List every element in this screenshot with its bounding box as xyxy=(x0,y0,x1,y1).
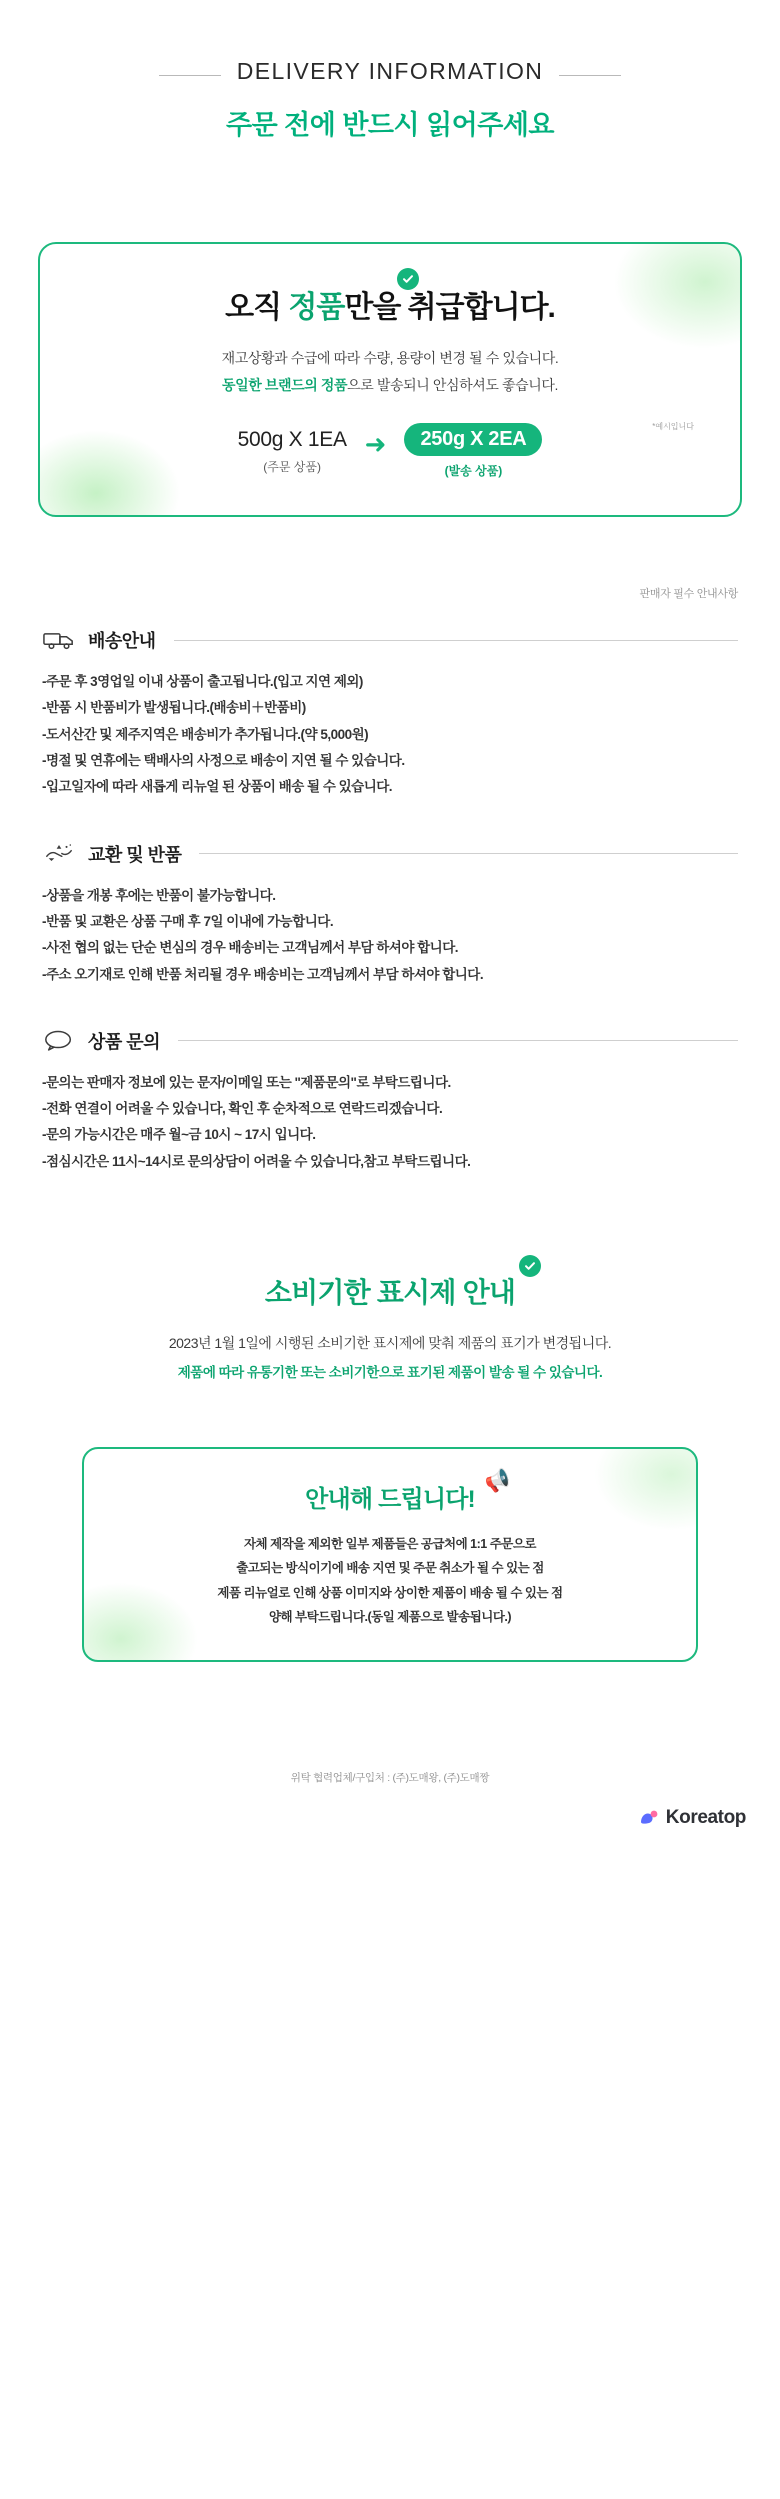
genuine-description-2-strong: 동일한 브랜드의 정품 xyxy=(222,377,348,393)
section-exchange-title: 교환 및 반품 xyxy=(88,844,182,865)
header-eyebrow: DELIVERY INFORMATION xyxy=(221,58,560,91)
shelf-life-description-2: 제품에 따라 유통기한 또는 소비기한으로 표기된 제품이 발송 될 수 있습니다. xyxy=(177,1365,603,1381)
announcement-line: 자체 제작을 제외한 일부 제품들은 공급처에 1:1 주문으로 xyxy=(243,1537,537,1552)
section-exchange-list xyxy=(42,883,738,988)
brand-name: Koreatop xyxy=(665,1806,746,1828)
list-item: -사전 협의 없는 단순 변심의 경우 배송비는 고객님께서 부담 하셔야 합니다. xyxy=(42,940,458,956)
seller-required-notice: 판매자 필수 안내사항 xyxy=(639,588,738,600)
arrow-right-icon: ➜ xyxy=(364,429,387,459)
list-item: -반품 시 반품비가 발생됩니다.(배송비＋반품비) xyxy=(42,700,306,716)
section-delivery-list xyxy=(42,669,738,801)
list-item: -주문 후 3영업일 이내 상품이 출고됩니다.(입고 지연 제외) xyxy=(42,674,363,689)
shipped-product-label: (발송 상품) xyxy=(444,464,503,478)
genuine-product-card xyxy=(38,242,742,517)
genuine-description-1: 재고상황과 수급에 따라 수량, 용량이 변경 될 수 있습니다. xyxy=(221,350,559,366)
list-item: -전화 연결이 어려울 수 있습니다, 확인 후 순차적으로 연락드리겠습니다. xyxy=(42,1101,443,1117)
check-icon xyxy=(519,1255,541,1277)
check-icon xyxy=(397,268,419,290)
genuine-description-2 xyxy=(60,375,720,395)
brand-logo xyxy=(0,1807,746,1855)
list-item: -입고일자에 따라 새롭게 리뉴얼 된 상품이 배송 될 수 있습니다. xyxy=(42,779,393,795)
shelf-life-title-text: 소비기한 표시제 안내 xyxy=(264,1277,516,1309)
section-inquiry-header xyxy=(42,1028,738,1054)
shipped-product-amount: 250g X 2EA xyxy=(404,423,542,456)
announcement-line: 출고되는 방식이기에 배송 지연 및 주문 취소가 될 수 있는 점 xyxy=(236,1561,544,1576)
list-item: -주소 오기재로 인해 반품 처리될 경우 배송비는 고객님께서 부담 하셔야 합니다. xyxy=(42,966,484,982)
page-title: 주문 전에 반드시 읽어주세요 xyxy=(226,110,554,140)
exchange-hands-icon xyxy=(42,841,76,867)
section-inquiry-list xyxy=(42,1070,738,1175)
example-note: *예시입니다 xyxy=(652,422,694,431)
ordered-product-label: (주문 상품) xyxy=(263,459,321,474)
announcement-title xyxy=(305,1467,512,1514)
chat-bubble-icon xyxy=(42,1028,76,1054)
list-item: -상품을 개봉 후에는 반품이 불가능합니다. xyxy=(42,887,276,903)
ordered-product-amount: 500g X 1EA xyxy=(237,427,347,451)
announcement-line: 양해 부탁드립니다.(동일 제품으로 발송됩니다.) xyxy=(268,1610,512,1625)
list-item: -반품 및 교환은 상품 구매 후 7일 이내에 가능합니다. xyxy=(42,913,334,929)
announcement-line: 제품 리뉴얼로 인해 상품 이미지와 상이한 제품이 배송 될 수 있는 점 xyxy=(217,1585,563,1600)
ordered-product-block xyxy=(238,428,347,475)
list-item: -명절 및 연휴에는 택배사의 사정으로 배송이 지연 될 수 있습니다. xyxy=(42,752,405,768)
list-item: -문의는 판매자 정보에 있는 문자/이메일 또는 "제품문의"로 부탁드립니다. xyxy=(42,1074,451,1090)
section-divider xyxy=(174,640,738,641)
genuine-title-pre: 오직 xyxy=(225,291,289,324)
shelf-life-section xyxy=(0,1271,780,1381)
footer-supplier-note: 위탁 협력업체/구입처 : (주)도매왕, (주)도매짱 xyxy=(290,1771,490,1784)
section-divider xyxy=(199,853,738,854)
truck-icon xyxy=(42,627,76,653)
section-delivery xyxy=(42,627,738,801)
section-delivery-title: 배송안내 xyxy=(88,631,156,651)
genuine-title-highlight: 정품 xyxy=(288,291,345,324)
list-item: -점심시간은 11시~14시로 문의상담이 어려울 수 있습니다,참고 부탁드립니다. xyxy=(42,1153,471,1169)
shipped-product-block xyxy=(404,423,542,479)
section-product-inquiry xyxy=(42,1028,738,1175)
section-delivery-header xyxy=(42,627,738,653)
shelf-life-title xyxy=(265,1271,515,1311)
announcement-title-text: 안내해 드립니다! xyxy=(305,1486,475,1514)
list-item: -문의 가능시간은 매주 월~금 10시 ~ 17시 입니다. xyxy=(42,1127,316,1143)
genuine-description-2-rest: 으로 발송되니 안심하셔도 좋습니다. xyxy=(347,377,558,393)
list-item: -도서산간 및 제주지역은 배송비가 추가됩니다.(약 5,000원) xyxy=(42,726,369,742)
announcement-card xyxy=(82,1447,698,1662)
section-inquiry-title: 상품 문의 xyxy=(88,1031,161,1052)
koreatop-logo-icon xyxy=(638,1808,660,1828)
megaphone-icon: 📢 xyxy=(482,1467,512,1497)
page-header xyxy=(0,0,780,142)
shelf-life-description-1: 2023년 1월 1일에 시행된 소비기한 표시제에 맞춰 제품의 표기가 변경됩니다. xyxy=(168,1335,612,1352)
section-exchange-header xyxy=(42,841,738,867)
section-divider xyxy=(178,1040,738,1041)
quantity-swap-row xyxy=(60,423,720,479)
section-exchange-return xyxy=(42,841,738,988)
genuine-card-title xyxy=(225,282,555,326)
announcement-lines xyxy=(108,1532,672,1630)
genuine-title-post: 만을 취급합니다. xyxy=(344,291,555,324)
